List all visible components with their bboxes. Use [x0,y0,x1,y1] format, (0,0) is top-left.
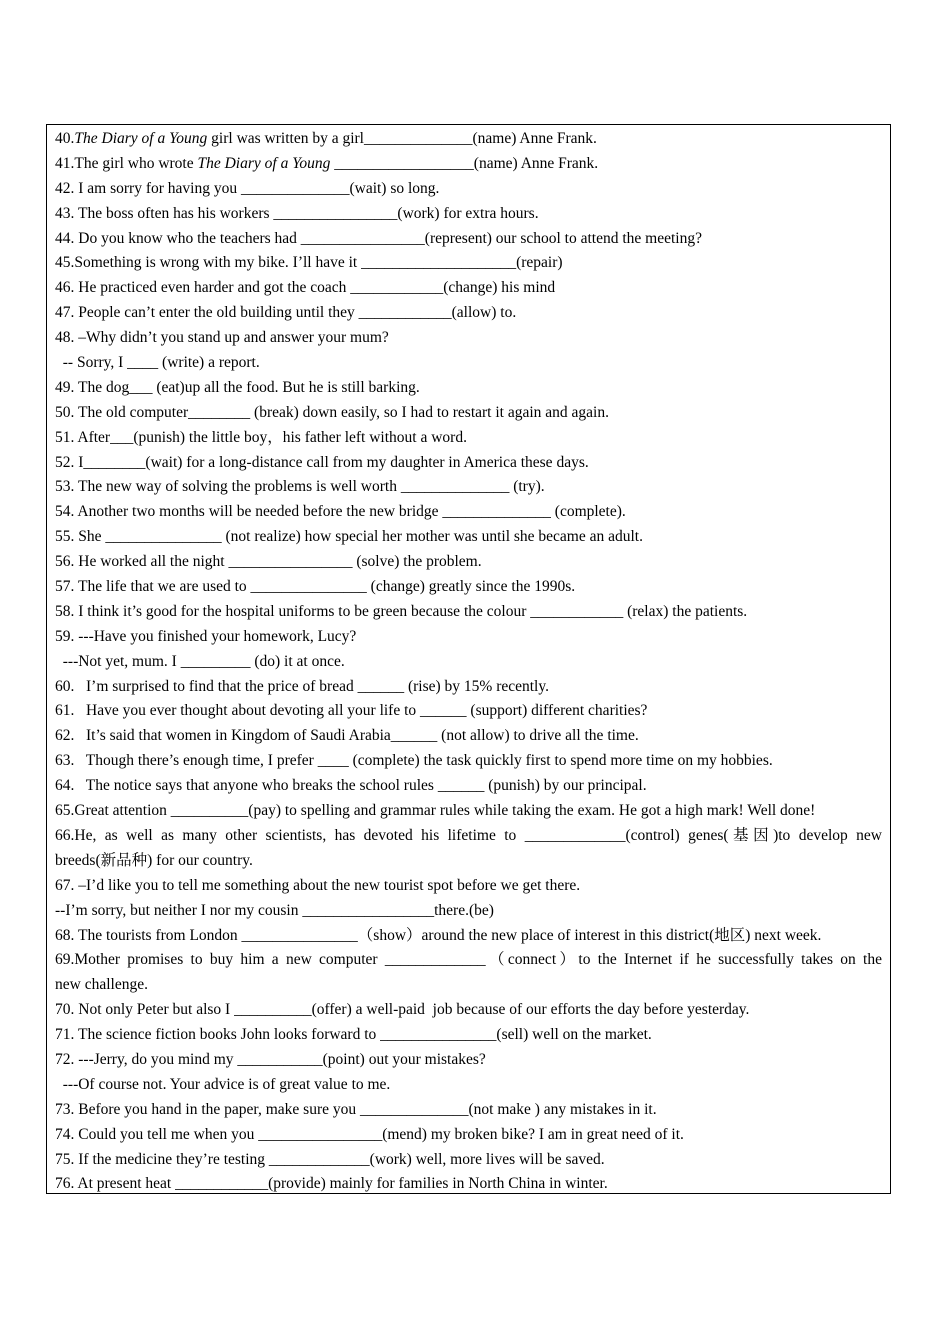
question-67-reply: --I’m sorry, but neither I nor my cousin _________________there.(be) [55,901,494,919]
question-75: 75. If the medicine they’re testing _____________(work) well, more lives will be saved. [55,1150,605,1168]
question-62: 62. It’s said that women in Kingdom of Saudi Arabia______ (not allow) to drive all the time. [55,727,639,745]
question-54: 54. Another two months will be needed before the new bridge ______________ (complete). [55,503,626,521]
question-43: 43. The boss often has his workers ________________(work) for extra hours. [55,204,539,222]
question-48: 48. –Why didn’t you stand up and answer your mum? [55,329,389,347]
question-51: 51. After___(punish) the little boy，his father left without a word. [55,428,467,446]
question-71: 71. The science fiction books John looks forward to _______________(sell) well on the market. [55,1026,652,1044]
question-66: 66.He, as well as many other scientists, has devoted his lifetime to _____________(control) genes(基因)to develop new [55,826,882,844]
question-42: 42. I am sorry for having you ______________(wait) so long. [55,179,440,197]
question-66-cont: breeds(新品种) for our country. [55,851,253,869]
question-70: 70. Not only Peter but also I __________(offer) a well-paid job because of our efforts the day before yesterday. [55,1001,750,1019]
question-59: 59. ---Have you finished your homework, Lucy? [55,627,357,645]
question-69: 69.Mother promises to buy him a new computer _____________（connect）to the Internet if he successfully takes on the [55,951,882,969]
question-52: 52. I________(wait) for a long-distance call from my daughter in America these days. [55,453,589,471]
question-72-reply: ---Of course not. Your advice is of great value to me. [55,1075,391,1093]
question-76: 76. At present heat ____________(provide) mainly for families in North China in winter. [55,1175,608,1193]
question-61: 61. Have you ever thought about devoting all your life to ______ (support) different charities? [55,702,648,720]
question-53: 53. The new way of solving the problems is well worth ______________ (try). [55,478,545,496]
question-47: 47. People can’t enter the old building until they ____________(allow) to. [55,304,517,322]
question-45: 45.Something is wrong with my bike. I’ll have it ____________________(repair) [55,254,563,272]
question-text: 41.The girl who wrote [55,154,198,172]
question-59-reply: ---Not yet, mum. I _________ (do) it at once. [55,652,345,670]
question-56: 56. He worked all the night ________________ (solve) the problem. [55,553,482,571]
question-number: 40. [55,130,75,147]
question-48-reply: -- Sorry, I ____ (write) a report. [55,354,260,372]
exercise-box [46,124,891,1194]
question-57: 57. The life that we are used to _______________ (change) greatly since the 1990s. [55,578,576,596]
question-46: 46. He practiced even harder and got the coach ____________(change) his mind [55,279,556,297]
question-text: girl was written by a girl______________(name) Anne Frank. [207,130,597,147]
question-41 [55,152,882,177]
question-72: 72. ---Jerry, do you mind my ___________(point) out your mistakes? [55,1050,486,1068]
question-67: 67. –I’d like you to tell me something about the new tourist spot before we get there. [55,876,581,894]
question-63: 63. Though there’s enough time, I prefer ____ (complete) the task quickly first to spend more time on my hobbies. [55,752,773,770]
question-69-cont: new challenge. [55,976,148,994]
question-60: 60. I’m surprised to find that the price of bread ______ (rise) by 15% recently. [55,677,549,695]
question-44: 44. Do you know who the teachers had ________________(represent) our school to attend the meeting? [55,229,702,247]
question-74: 74. Could you tell me when you ________________(mend) my broken bike? I am in great need of it. [55,1125,684,1143]
question-68: 68. The tourists from London _______________（show）around the new place of interest in this district(地区) next week. [55,926,822,944]
question-40 [55,127,882,152]
question-65: 65.Great attention __________(pay) to spelling and grammar rules while taking the exam. He got a high mark! Well done! [55,802,816,820]
book-title: The Diary of a Young [197,154,331,172]
question-73: 73. Before you hand in the paper, make sure you ______________(not make ) any mistakes in it. [55,1100,657,1118]
question-58: 58. I think it’s good for the hospital uniforms to be green because the colour ____________ (relax) the patients. [55,602,748,620]
question-50: 50. The old computer________ (break) down easily, so I had to restart it again and again. [55,403,609,421]
question-49: 49. The dog___ (eat)up all the food. But he is still barking. [55,378,420,396]
book-title: The Diary of a Young [74,130,208,147]
question-55: 55. She _______________ (not realize) how special her mother was until she became an adult. [55,528,643,546]
question-text: __________________(name) Anne Frank. [330,154,599,172]
question-64: 64. The notice says that anyone who breaks the school rules ______ (punish) by our principal. [55,777,647,795]
